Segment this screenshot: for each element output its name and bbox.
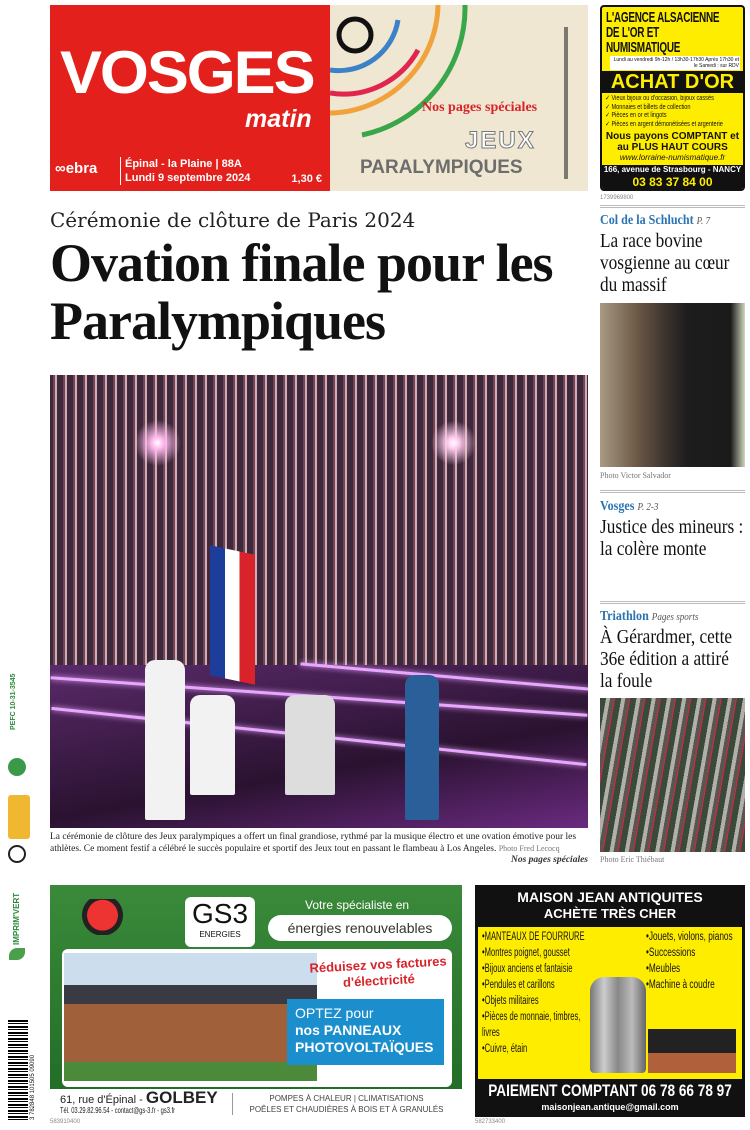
ad-item: • Montres poignet, gousset xyxy=(482,945,588,961)
ad-code: 583910400 xyxy=(50,1119,81,1125)
main-kicker: Cérémonie de clôture de Paris 2024 xyxy=(50,208,416,232)
ad-item: ✓ Pièces en argent démonétisées et argenterie xyxy=(605,121,735,130)
ad-phone: 03 83 37 84 00 xyxy=(632,175,713,189)
gs3-energies-ad[interactable] xyxy=(50,885,462,1117)
gs3-logo: GS3 ENERGIES xyxy=(185,897,255,947)
ad-item: • MANTEAUX DE FOURRURE xyxy=(482,929,588,945)
sewing-machine-image xyxy=(648,1029,736,1073)
special-pages-link[interactable]: Nos pages spéciales xyxy=(510,855,588,865)
barcode-number: 3 782848 101505 09090 xyxy=(30,1054,36,1120)
ad-item: • Bijoux anciens et fantaisie xyxy=(482,961,588,977)
ad-code: 582733400 xyxy=(475,1119,506,1125)
ad-item: ✓ Monnaies et billets de collection xyxy=(605,104,735,113)
ad-item: • Meubles xyxy=(646,961,740,977)
pefc-icon xyxy=(8,758,26,776)
ad-footer xyxy=(50,1089,462,1117)
edition-info xyxy=(120,157,250,185)
ad-subtitle: ACHÈTE TRÈS CHER xyxy=(543,906,677,921)
ladybug-icon xyxy=(80,899,130,935)
price: 1,30 € xyxy=(291,173,322,185)
side-story-justice[interactable] xyxy=(600,498,745,560)
paralympics-promo[interactable] xyxy=(330,5,588,191)
french-flag xyxy=(210,545,255,685)
story-headline: Justice des mineurs : la colère monte xyxy=(600,516,744,560)
main-headline[interactable]: Ovation finale pour les Paralympiques xyxy=(50,233,553,351)
ad-items-panel xyxy=(478,927,742,1079)
ad-address: 61, rue d'Épinal - GOLBEY xyxy=(60,1088,218,1107)
pefc-label: PEFC 10-31-3545 xyxy=(10,673,17,730)
ad-tagline2: énergies renouvelables xyxy=(268,915,452,941)
ad-hours: Lundi au vendredi 9h-12h / 13h30-17h30 Après 17h30 et le Samedi : sur RDV xyxy=(610,56,740,70)
ad-promo: Réduisez vos factures d'électricité xyxy=(309,953,447,990)
ad-item: • Jouets, violons, pianos xyxy=(646,929,740,945)
photo-credit: Photo Eric Thiébaut xyxy=(600,855,665,864)
newspaper-badge-icon xyxy=(8,795,30,839)
story-headline: La race bovine vosgienne au cœur du massif xyxy=(600,230,730,296)
ebra-logo: ∞ebra xyxy=(55,160,98,177)
house-photo xyxy=(64,953,317,1081)
ad-title: L'AGENCE ALSACIENNE DE L'OR ET NUMISMATIQUE xyxy=(605,9,720,56)
ad-items-col1 xyxy=(482,929,588,1057)
ad-address: 166, avenue de Strasbourg - NANCY xyxy=(603,165,742,174)
promo-kicker: Nos pages spéciales xyxy=(422,100,538,115)
story-label: Vosges P. 2-3 xyxy=(600,499,659,514)
side-story-triathlon[interactable] xyxy=(600,608,745,692)
edition-name: Épinal - la Plaine | 88A xyxy=(125,158,242,170)
ad-items xyxy=(602,93,738,131)
ad-code: 1739969800 xyxy=(600,195,634,201)
ad-title: MAISON JEAN ANTIQUITES xyxy=(517,889,703,905)
imprimvert-label: IMPRIM'VERT xyxy=(12,892,21,945)
issue-date: Lundi 9 septembre 2024 xyxy=(125,172,251,184)
ad-services: POMPES À CHALEUR | CLIMATISATIONS POÊLES ET CHAUDIÈRES À BOIS ET À GRANULÉS xyxy=(232,1093,460,1115)
ad-phone: PAIEMENT COMPTANT 06 78 66 78 97 xyxy=(488,1081,732,1100)
cow-photo[interactable] xyxy=(600,303,745,467)
triathlon-photo[interactable] xyxy=(600,698,745,852)
gold-buyer-ad[interactable] xyxy=(600,5,745,191)
divider xyxy=(600,205,745,208)
ad-item: ✓ Vieux bijoux ou d'occasion, bijoux cassés xyxy=(605,95,735,104)
divider xyxy=(600,490,745,493)
caption-text: La cérémonie de clôture des Jeux paralympiques a offert un final grandiose, rythmé par la musique électro et une ovation émotive pour les athlètes. Ce moment festif a célébré le succès populaire et sportif des Jeux tout en passant le flambeau à Los Angeles. xyxy=(50,832,577,854)
ad-offer: OPTEZ pour nos PANNEAUX PHOTOVOLTAÏQUES xyxy=(287,999,444,1065)
promo-line2: PARALYMPIQUES xyxy=(360,157,523,178)
masthead xyxy=(50,5,330,191)
ad-item: • Successions xyxy=(646,945,740,961)
ad-pay: Nous payons COMPTANT et au PLUS HAUT COURS xyxy=(605,131,740,153)
leaf-icon xyxy=(9,948,25,960)
ad-item: • Objets militaires xyxy=(482,993,588,1009)
story-headline: À Gérardmer, cette 36e édition a attiré la foule xyxy=(600,626,733,692)
ad-items-col2 xyxy=(646,929,740,993)
ad-item: • Pièces de monnaie, timbres, livres xyxy=(482,1009,588,1041)
ad-banner: ACHAT D'OR xyxy=(602,71,743,93)
ad-item: • Machine à coudre xyxy=(646,977,740,993)
ad-visual xyxy=(62,949,452,1087)
promo-line1: JEUX xyxy=(465,127,536,154)
ad-contact: Tél. 03.29.82.96.54 - contact@gs-3.fr - gs3.fr xyxy=(60,1106,176,1115)
fur-coat-image xyxy=(590,977,646,1073)
story-label: Triathlon Pages sports xyxy=(600,609,699,624)
ad-email[interactable]: maisonjean.antique@gmail.com xyxy=(541,1102,679,1112)
logo: VOSGES xyxy=(60,39,314,106)
divider xyxy=(600,601,745,604)
photo-credit: Photo Victor Salvador xyxy=(600,471,671,480)
barcode xyxy=(8,1020,28,1120)
ad-footer xyxy=(602,165,743,189)
photo-credit: Photo Fred Lecocq xyxy=(498,843,560,853)
divider xyxy=(564,27,568,179)
ad-item: • Pendules et carillons xyxy=(482,977,588,993)
story-label: Col de la Schlucht P. 7 xyxy=(600,213,711,228)
antiques-ad[interactable] xyxy=(475,885,745,1117)
logo-subtitle: matin xyxy=(245,105,312,133)
ad-tagline: Votre spécialiste en xyxy=(305,898,410,912)
main-photo[interactable] xyxy=(50,375,588,828)
ad-item: ✓ Pièces en or et lingots xyxy=(605,112,735,121)
recycle-icon xyxy=(8,845,26,863)
ad-url[interactable]: www.lorraine-numismatique.fr xyxy=(619,153,726,162)
ad-item: • Cuivre, étain xyxy=(482,1041,588,1057)
photo-caption xyxy=(50,832,588,865)
side-story-schlucht[interactable] xyxy=(600,212,745,296)
